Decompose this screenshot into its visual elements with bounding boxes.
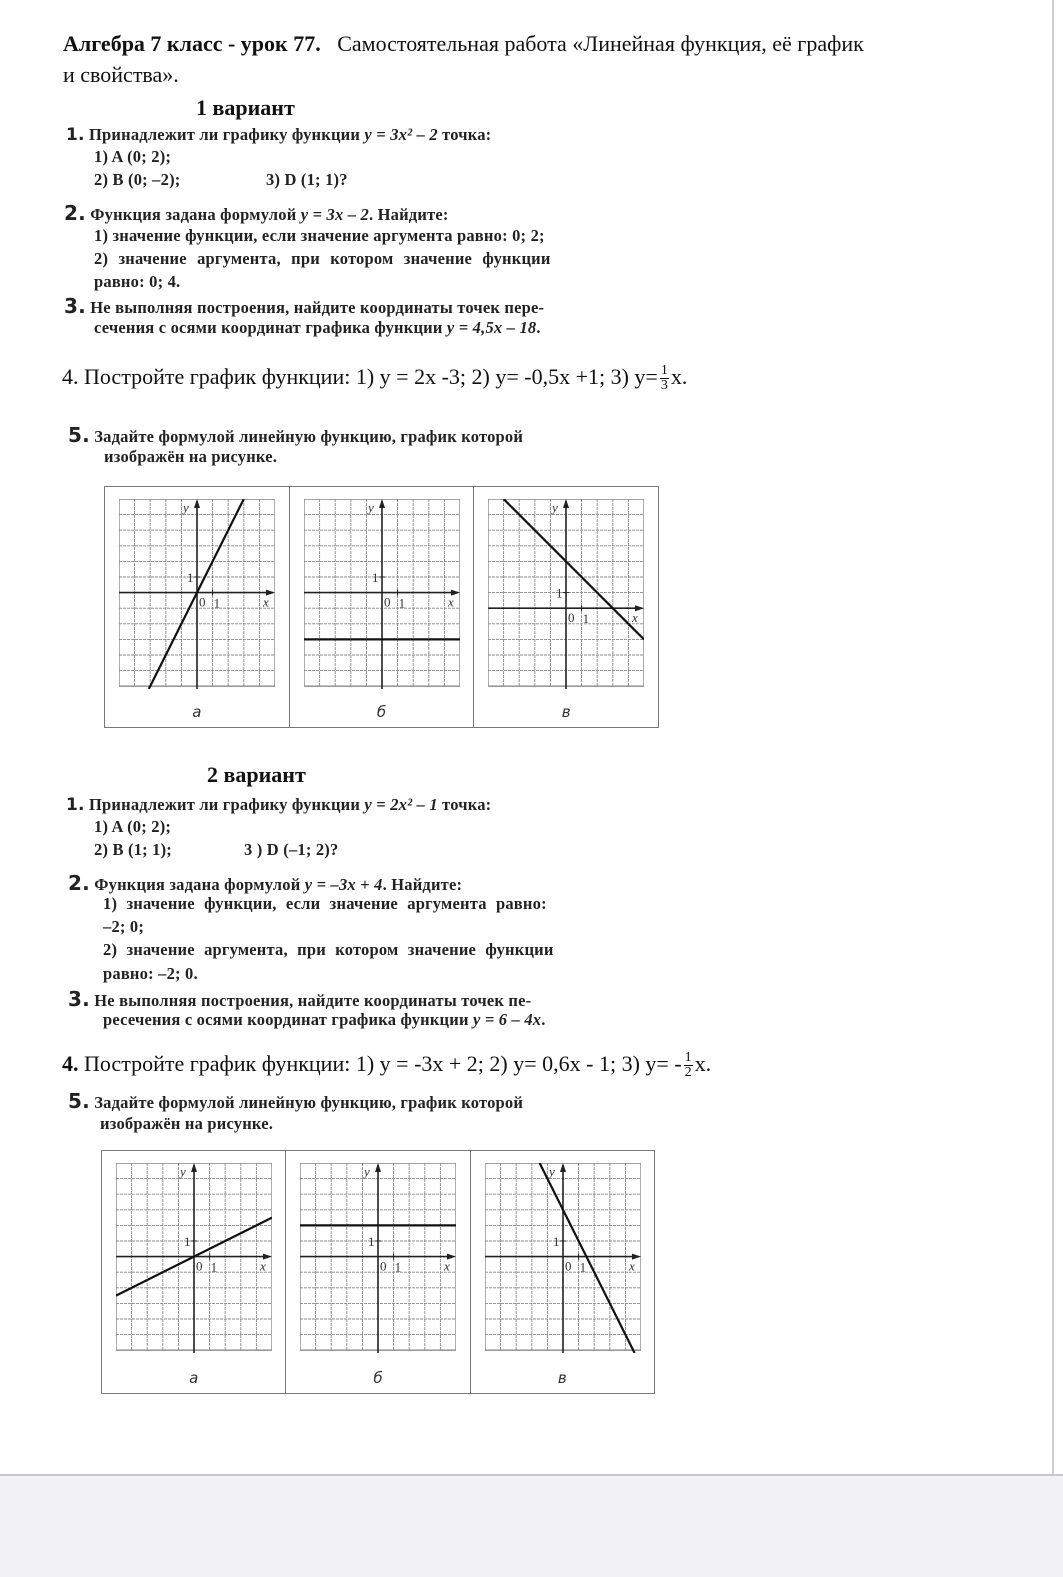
graph-label: а [192, 703, 202, 721]
v1-task2 [64, 201, 449, 225]
v2-task1-b: 2) B (1; 1); [94, 840, 173, 859]
formula: y = 6 – 4x [473, 1010, 542, 1029]
graph-label: б [373, 1369, 383, 1387]
page-edge [1052, 0, 1054, 1474]
task-text: Задайте формулой линейную функцию, график которой [94, 1093, 524, 1112]
v2-task2 [68, 871, 462, 895]
task-text: точка: [437, 125, 492, 144]
variant-1-heading: 1 вариант [196, 95, 295, 120]
variant-2-heading: 2 вариант [207, 762, 306, 787]
task-text: Принадлежит ли графику функции [89, 125, 365, 144]
graph-b [304, 499, 460, 689]
v1-task2-l1: 1) значение функции, если значение аргумента равно: 0; 2; [94, 226, 545, 245]
y-unit-label: 1 [184, 1234, 191, 1249]
v1-task3 [64, 294, 544, 318]
task-number: 2. [64, 201, 86, 225]
task-text: 4. Постройте график функции: 1) у = 2х -3; 2) у= -0,5х +1; 3) у= [62, 364, 658, 389]
x-unit-label: 1 [210, 1259, 218, 1275]
x-axis-label: x [444, 1258, 451, 1274]
y-axis-label: y [183, 500, 189, 515]
formula: y = 2x² – 1 [364, 795, 438, 814]
formula: y = 3x – 2 [300, 205, 369, 224]
task-number: 2. [68, 871, 90, 895]
x-axis-label: x [447, 594, 454, 610]
y-axis-label: y [367, 500, 374, 515]
graph-v [485, 1163, 641, 1353]
origin-label: 0 [380, 1258, 387, 1274]
task-number: 3. [68, 987, 90, 1011]
fraction-denominator: 3 [660, 378, 668, 394]
task-text: . [536, 318, 541, 337]
task-number: 4. [62, 1051, 79, 1076]
graph-a [116, 1163, 272, 1353]
origin-label: 0 [199, 594, 206, 610]
task-text: Не выполняя построения, найдите координаты точек пере- [90, 298, 545, 317]
v2-task5-l2: изображён на рисунке. [100, 1114, 274, 1133]
task-text: Функция задана формулой [94, 875, 305, 894]
y-arrow-icon [563, 499, 569, 508]
y-axis-label: y [548, 1164, 555, 1179]
graph-panel [102, 1151, 286, 1393]
task-text: точка: [437, 795, 492, 814]
formula: y = 3x² – 2 [364, 125, 438, 144]
graph-panel [474, 487, 658, 727]
graph-a [119, 499, 275, 689]
v2-task2-l1: 1) значение функции, если значение аргумента равно: [103, 894, 547, 913]
page-title [63, 31, 864, 57]
v1-task1 [66, 125, 491, 145]
title-bold: Алгебра 7 класс - урок 77. [63, 31, 321, 56]
y-axis-label: y [364, 1164, 371, 1179]
fraction-numerator: 1 [660, 363, 668, 379]
v2-task2-l3: равно: –2; 0. [103, 964, 198, 983]
v1-task4 [62, 364, 687, 393]
task-number: 1. [66, 795, 85, 815]
formula: y = –3x + 4 [304, 875, 383, 894]
graph-label: в [561, 703, 571, 721]
fraction-denominator: 2 [684, 1065, 692, 1081]
graph-panel [290, 487, 475, 727]
task-text: ресечения с осями координат графика функции [103, 1010, 474, 1029]
v1-graphs [104, 486, 659, 728]
y-arrow-icon [379, 499, 385, 508]
x-axis-label: x [260, 1258, 266, 1274]
x-axis-label: x [628, 1258, 635, 1274]
y-arrow-icon [191, 1163, 197, 1172]
title-rest: Самостоятельная работа «Линейная функция, её график [337, 31, 864, 56]
v2-graphs [101, 1150, 655, 1394]
task-number: 5. [68, 423, 90, 447]
formula: y = 4,5x – 18 [446, 318, 537, 337]
task-text: Функция задана формулой [90, 205, 301, 224]
v1-task3-l2 [94, 318, 541, 338]
task-number: 3. [64, 294, 86, 318]
v1-task5 [68, 423, 523, 447]
x-unit-label: 1 [398, 595, 405, 611]
title-line2: и свойства». [63, 62, 179, 87]
v2-task2-l2: 2) значение аргумента, при котором значение функции [103, 940, 554, 959]
task-text: х. [670, 364, 688, 389]
v1-task1-c: 3) D (1; 1)? [266, 170, 348, 189]
v2-task1 [66, 795, 491, 815]
graph-panel [286, 1151, 470, 1393]
x-unit-label: 1 [394, 1259, 402, 1275]
task-text: . Найдите: [368, 205, 449, 224]
task-text: . Найдите: [382, 875, 463, 894]
v2-task2-l1b: –2; 0; [103, 917, 145, 936]
x-unit-label: 1 [582, 611, 590, 627]
task-text: . [541, 1010, 546, 1029]
v1-task2-l2: 2) значение аргумента, при котором значение функции [94, 249, 551, 268]
graph-label: б [376, 703, 387, 721]
graph-label: в [557, 1369, 567, 1387]
fraction-numerator: 1 [684, 1050, 692, 1066]
graph-label: а [189, 1369, 199, 1387]
task-text: Принадлежит ли графику функции [89, 795, 365, 814]
v2-task3 [68, 987, 531, 1011]
v2-task1-a: 1) A (0; 2); [94, 817, 172, 836]
function-graph-line [539, 1163, 634, 1353]
v2-task4 [62, 1051, 711, 1080]
v2-task5 [68, 1089, 523, 1113]
y-unit-label: 1 [556, 585, 563, 601]
task-number: 5. [68, 1089, 90, 1113]
x-axis-label: x [632, 610, 639, 626]
y-unit-label: 1 [187, 570, 194, 585]
y-arrow-icon [194, 499, 200, 508]
viewer-background [0, 1474, 1063, 1577]
fraction [660, 364, 669, 393]
y-unit-label: 1 [368, 1234, 375, 1249]
v1-task1-a: 1) A (0; 2); [94, 147, 172, 166]
graph-panel [105, 487, 290, 727]
graph-panel [471, 1151, 654, 1393]
origin-label: 0 [564, 1258, 572, 1274]
x-unit-label: 1 [579, 1259, 586, 1275]
graph-v [488, 499, 644, 689]
origin-label: 0 [383, 594, 391, 610]
v1-task5-l2: изображён на рисунке. [104, 447, 278, 466]
y-unit-label: 1 [371, 570, 379, 585]
task-number: 1. [66, 125, 85, 145]
fraction [684, 1051, 693, 1080]
task-text: Постройте график функции: 1) у = -3х + 2; 2) у= 0,6х - 1; 3) у= - [78, 1051, 682, 1076]
y-axis-label: y [552, 500, 559, 515]
v2-task3-l2 [103, 1010, 546, 1030]
graph-b [300, 1163, 456, 1353]
x-unit-label: 1 [213, 595, 221, 611]
task-text: сечения с осями координат графика функции [94, 318, 447, 337]
v1-task2-l3: равно: 0; 4. [94, 272, 181, 291]
origin-label: 0 [568, 610, 575, 626]
task-text: х. [694, 1051, 712, 1076]
v2-task1-c: 3 ) D (–1; 2)? [244, 840, 339, 859]
y-arrow-icon [375, 1163, 381, 1172]
x-axis-label: x [263, 594, 269, 610]
y-axis-label: y [180, 1164, 186, 1179]
v1-task1-b: 2) B (0; –2); [94, 170, 181, 189]
task-text: Не выполняя построения, найдите координаты точек пе- [94, 991, 532, 1010]
task-text: Задайте формулой линейную функцию, график которой [94, 427, 524, 446]
y-arrow-icon [560, 1163, 566, 1172]
origin-label: 0 [196, 1258, 203, 1274]
y-unit-label: 1 [552, 1234, 560, 1249]
